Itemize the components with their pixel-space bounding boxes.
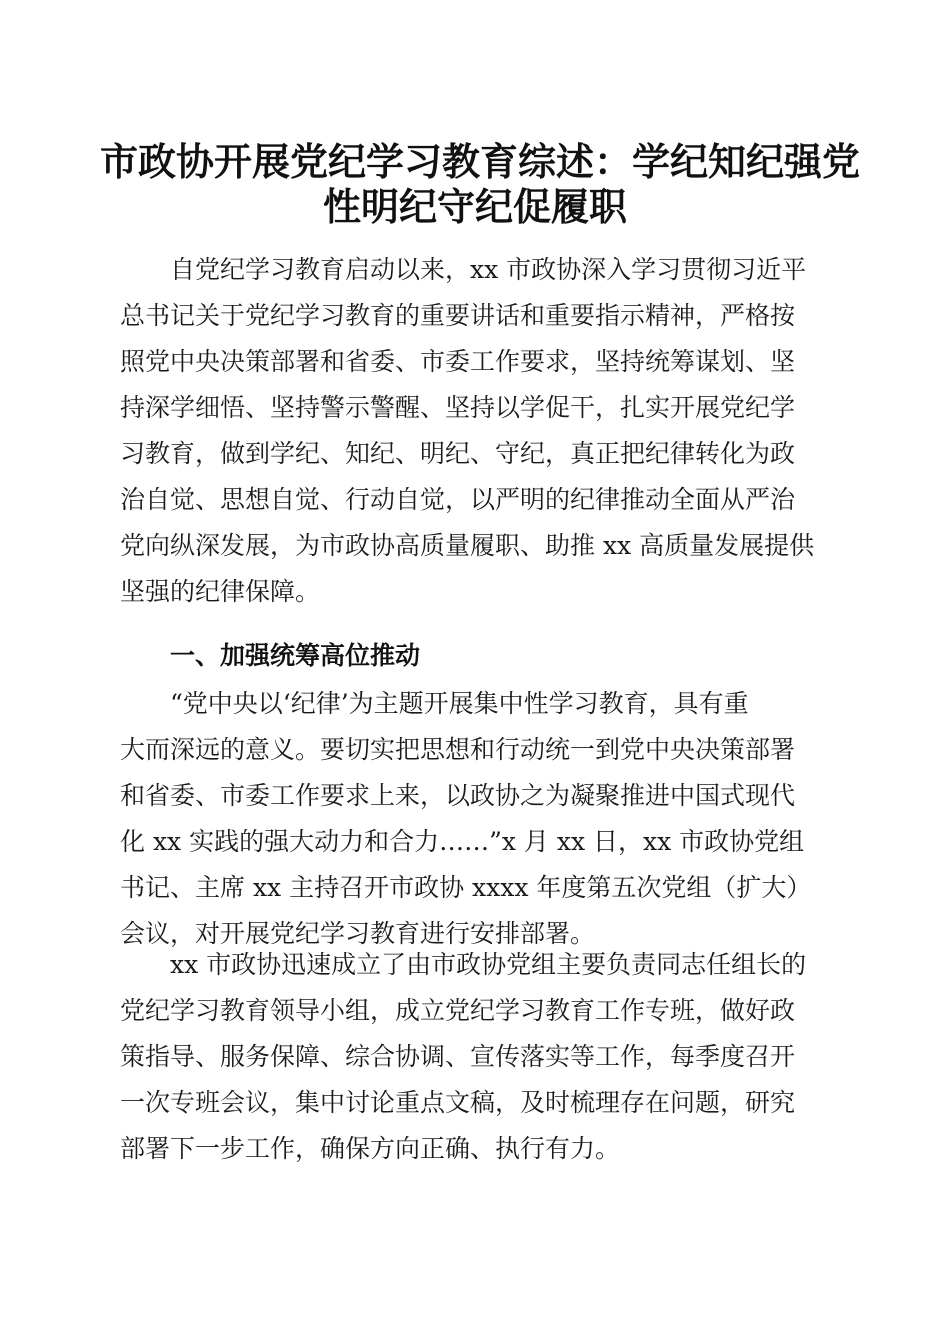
paragraph-line: “党中央以‘纪律’为主题开展集中性学习教育，具有重	[170, 689, 749, 718]
paragraph-leadership-group	[120, 942, 832, 1172]
paragraph-line: 大而深远的意义。要切实把思想和行动统一到党中央决策部署	[120, 735, 796, 764]
section-heading-1: 一、加强统筹高位推动	[170, 641, 421, 670]
paragraph-line: 自党纪学习教育启动以来，xx 市政协深入学习贯彻习近平	[170, 255, 807, 284]
paragraph-line: 化 xx 实践的强大动力和合力……”x 月 xx 日，xx 市政协党组	[120, 827, 805, 856]
paragraph-line: 和省委、市委工作要求上来，以政协之为凝聚推进中国式现代	[120, 781, 796, 810]
paragraph-line: 治自觉、思想自觉、行动自觉，以严明的纪律推动全面从严治	[120, 485, 796, 514]
paragraph-line: 一次专班会议，集中讨论重点文稿，及时梳理存在问题，研究	[120, 1088, 796, 1117]
paragraph-line: 党向纵深发展，为市政协高质量履职、助推 xx 高质量发展提供	[120, 531, 815, 560]
paragraph-line: 坚强的纪律保障。	[120, 577, 321, 606]
document-title-line-1: 市政协开展党纪学习教育综述：学纪知纪强党	[100, 139, 861, 184]
paragraph-line: 会议，对开展党纪学习教育进行安排部署。	[120, 919, 596, 948]
paragraph-line: 书记、主席 xx 主持召开市政协 xxxx 年度第五次党组（扩大）	[120, 873, 812, 902]
paragraph-line: xx 市政协迅速成立了由市政协党组主要负责同志任组长的	[170, 950, 807, 979]
paragraph-line: 策指导、服务保障、综合协调、宣传落实等工作，每季度召开	[120, 1042, 796, 1071]
paragraph-intro	[120, 247, 832, 615]
paragraph-line: 部署下一步工作，确保方向正确、执行有力。	[120, 1134, 621, 1163]
paragraph-line: 照党中央决策部署和省委、市委工作要求，坚持统筹谋划、坚	[120, 347, 796, 376]
paragraph-meeting	[120, 681, 832, 957]
paragraph-line: 习教育，做到学纪、知纪、明纪、守纪，真正把纪律转化为政	[120, 439, 796, 468]
paragraph-line: 总书记关于党纪学习教育的重要讲话和重要指示精神，严格按	[120, 301, 796, 330]
paragraph-line: 持深学细悟、坚持警示警醒、坚持以学促干，扎实开展党纪学	[120, 393, 796, 422]
document-title-line-2: 性明纪守纪促履职	[322, 184, 627, 229]
paragraph-line: 党纪学习教育领导小组，成立党纪学习教育工作专班，做好政	[120, 996, 796, 1025]
